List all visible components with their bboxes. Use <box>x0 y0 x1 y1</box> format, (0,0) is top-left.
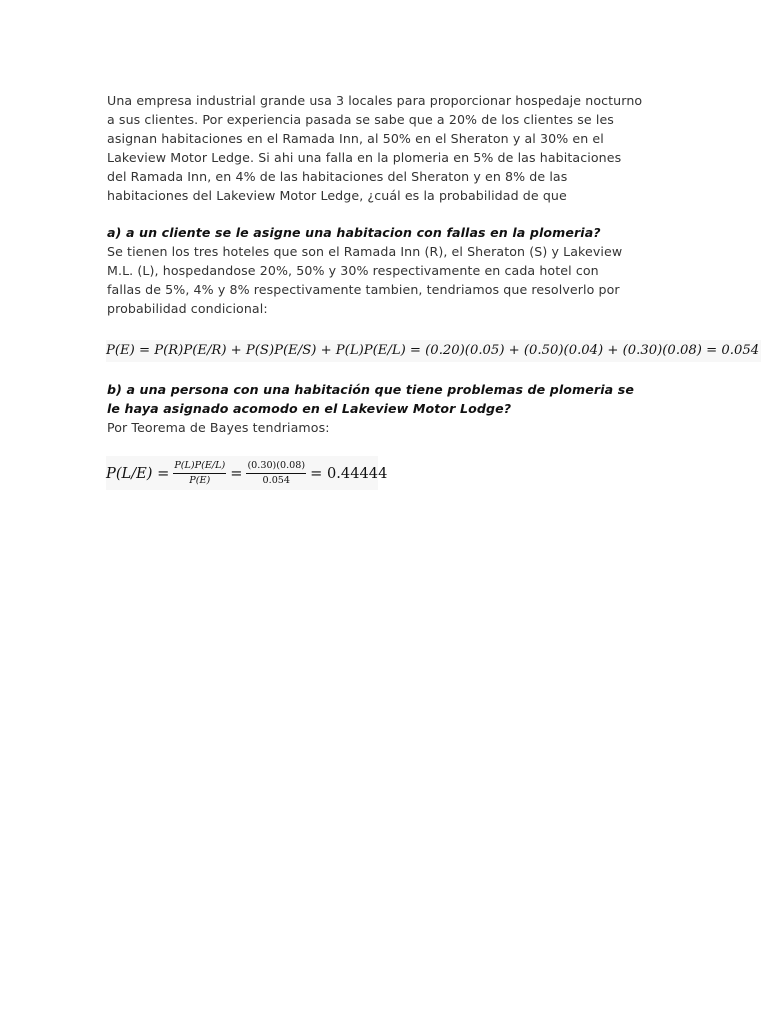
text-line: Se tienen los tres hoteles que son el Ramada Inn (R), el Sheraton (S) y Lakeview <box>107 244 623 259</box>
bayes-formula <box>106 456 388 490</box>
formula-fraction <box>173 460 226 487</box>
text-line: le haya asignado acomodo en el Lakeview Motor Lodge? <box>107 401 512 416</box>
text-line: Por Teorema de Bayes tendriamos: <box>107 420 330 435</box>
formula-lhs: P(L/E) = <box>106 464 170 482</box>
text-line: del Ramada Inn, en 4% de las habitaciones del Sheraton y en 8% de las <box>107 169 568 184</box>
formula-fraction <box>246 460 306 487</box>
text-line: fallas de 5%, 4% y 8% respectivamente tambien, tendriamos que resolverlo por <box>107 282 620 297</box>
fraction-denominator: 0.054 <box>262 474 291 486</box>
text-line: asignan habitaciones en el Ramada Inn, al 50% en el Sheraton y al 30% en el <box>107 131 604 146</box>
text-line: habitaciones del Lakeview Motor Ledge, ¿cuál es la probabilidad de que <box>107 188 567 203</box>
answer-a <box>107 242 622 318</box>
question-a <box>107 223 601 242</box>
total-probability-formula: P(E) = P(R)P(E/R) + P(S)P(E/S) + P(L)P(E/L) = (0.20)(0.05) + (0.50)(0.04) + (0.30)(0.08) = 0.054 <box>106 340 761 362</box>
fraction-denominator: P(E) <box>189 474 211 486</box>
text-line: Lakeview Motor Ledge. Si ahi una falla en la plomeria en 5% de las habitaciones <box>107 150 622 165</box>
formula-result: = 0.44444 <box>310 464 388 482</box>
problem-statement <box>107 91 642 205</box>
fraction-numerator: (0.30)(0.08) <box>246 460 306 474</box>
text-line: b) a una persona con una habitación que tiene problemas de plomeria se <box>107 382 634 397</box>
answer-b <box>107 418 330 437</box>
formula-equals: = <box>230 464 243 482</box>
question-b <box>107 380 634 418</box>
text-line: probabilidad condicional: <box>107 301 268 316</box>
text-line: Una empresa industrial grande usa 3 locales para proporcionar hospedaje nocturno <box>107 93 643 108</box>
text-line: M.L. (L), hospedandose 20%, 50% y 30% respectivamente en cada hotel con <box>107 263 599 278</box>
text-line: a) a un cliente se le asigne una habitacion con fallas en la plomeria? <box>107 225 601 240</box>
text-line: a sus clientes. Por experiencia pasada se sabe que a 20% de los clientes se les <box>107 112 614 127</box>
fraction-numerator: P(L)P(E/L) <box>173 460 226 474</box>
